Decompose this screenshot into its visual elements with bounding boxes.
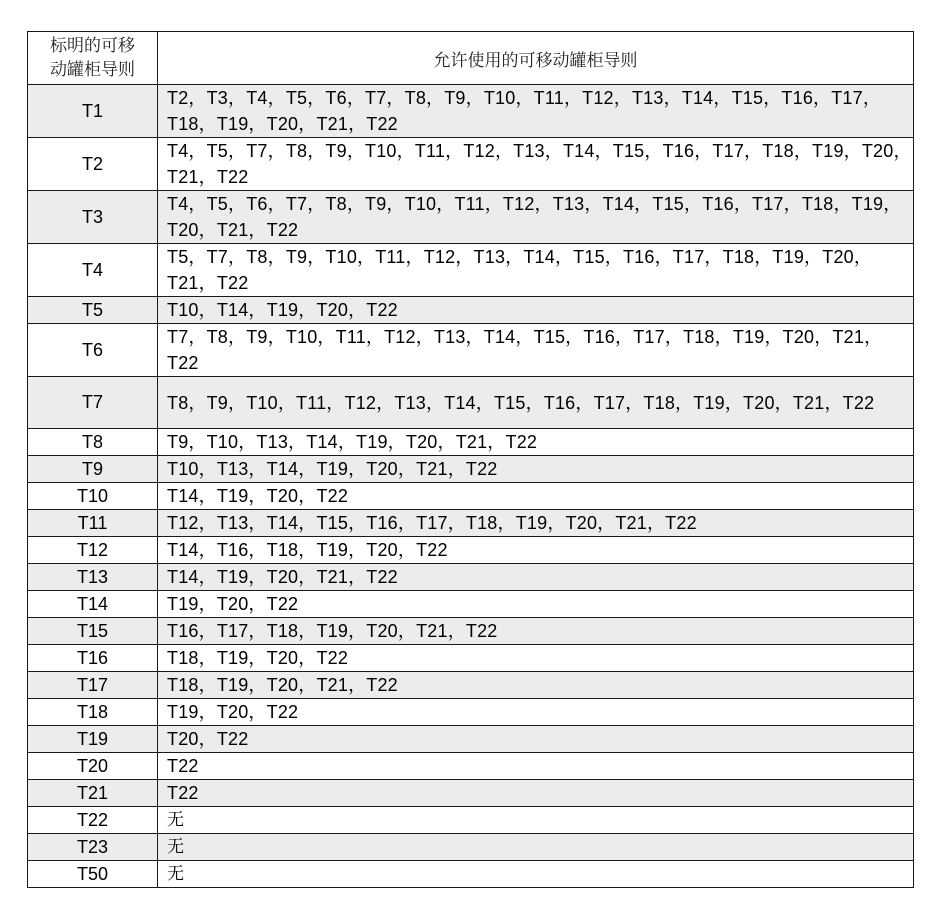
tank-code-cell: T19 [28, 726, 158, 753]
tank-code-cell: T4 [28, 244, 158, 297]
table-row [28, 591, 914, 618]
table-row [28, 429, 914, 456]
allowed-instructions-cell: T7，T8，T9，T10，T11，T12，T13，T14，T15，T16，T17，T18，T19，T20，T21，T22 [158, 324, 914, 377]
table-row [28, 85, 914, 138]
allowed-instructions-cell: T22 [158, 753, 914, 780]
allowed-instructions-cell: T10，T14，T19，T20，T22 [158, 297, 914, 324]
tank-code-cell: T12 [28, 537, 158, 564]
allowed-instructions-cell: T22 [158, 780, 914, 807]
tank-code-cell: T8 [28, 429, 158, 456]
tank-code-cell: T20 [28, 753, 158, 780]
tank-code-cell: T7 [28, 377, 158, 429]
table-row [28, 807, 914, 834]
table-row [28, 456, 914, 483]
table-row [28, 753, 914, 780]
allowed-instructions-cell: T18，T19，T20，T22 [158, 645, 914, 672]
allowed-instructions-cell: T10，T13，T14，T19，T20，T21，T22 [158, 456, 914, 483]
allowed-instructions-cell: T16，T17，T18，T19，T20，T21，T22 [158, 618, 914, 645]
allowed-instructions-cell: T18，T19，T20，T21，T22 [158, 672, 914, 699]
allowed-instructions-cell: 无 [158, 861, 914, 888]
allowed-instructions-cell: T9，T10，T13，T14，T19，T20，T21，T22 [158, 429, 914, 456]
header-left-line-2: 动罐柜导则 [50, 60, 135, 80]
tank-code-cell: T15 [28, 618, 158, 645]
tank-code-cell: T10 [28, 483, 158, 510]
table-row [28, 297, 914, 324]
table-row [28, 191, 914, 244]
header-permitted-instructions: 允许使用的可移动罐柜导则 [158, 32, 914, 85]
allowed-instructions-cell: T19，T20，T22 [158, 591, 914, 618]
allowed-instructions-cell: T12，T13，T14，T15，T16，T17，T18，T19，T20，T21，T22 [158, 510, 914, 537]
allowed-instructions-cell: T4，T5，T7，T8，T9，T10，T11，T12，T13，T14，T15，T16，T17，T18，T19，T20，T21，T22 [158, 138, 914, 191]
tank-code-cell: T23 [28, 834, 158, 861]
table-row [28, 510, 914, 537]
allowed-instructions-cell: T14，T19，T20，T21，T22 [158, 564, 914, 591]
table-row [28, 537, 914, 564]
header-left-line-1: 标明的可移 [50, 36, 135, 56]
table-row [28, 645, 914, 672]
allowed-instructions-cell: T4，T5，T6，T7，T8，T9，T10，T11，T12，T13，T14，T15，T16，T17，T18，T19，T20，T21，T22 [158, 191, 914, 244]
table-row [28, 780, 914, 807]
tank-code-cell: T21 [28, 780, 158, 807]
tank-code-cell: T13 [28, 564, 158, 591]
table-row [28, 726, 914, 753]
tank-code-cell: T3 [28, 191, 158, 244]
table-row [28, 618, 914, 645]
table-row [28, 861, 914, 888]
allowed-instructions-cell: T8，T9，T10，T11，T12，T13，T14，T15，T16，T17，T18，T19，T20，T21，T22 [158, 377, 914, 429]
table-row [28, 377, 914, 429]
tank-code-cell: T2 [28, 138, 158, 191]
tank-code-cell: T16 [28, 645, 158, 672]
tank-code-cell: T1 [28, 85, 158, 138]
allowed-instructions-cell: 无 [158, 807, 914, 834]
allowed-instructions-cell: T5，T7，T8，T9，T10，T11，T12，T13，T14，T15，T16，T17，T18，T19，T20，T21，T22 [158, 244, 914, 297]
tank-code-cell: T5 [28, 297, 158, 324]
allowed-instructions-cell: T19，T20，T22 [158, 699, 914, 726]
tank-code-cell: T6 [28, 324, 158, 377]
allowed-instructions-cell: T2，T3，T4，T5，T6，T7，T8，T9，T10，T11，T12，T13，T14，T15，T16，T17，T18，T19，T20，T21，T22 [158, 85, 914, 138]
allowed-instructions-cell: T20，T22 [158, 726, 914, 753]
table-row [28, 672, 914, 699]
portable-tank-instruction-table [27, 31, 914, 888]
header-specified-instruction [28, 32, 158, 85]
allowed-instructions-cell: 无 [158, 834, 914, 861]
tank-code-cell: T11 [28, 510, 158, 537]
table-row [28, 834, 914, 861]
tank-code-cell: T50 [28, 861, 158, 888]
table-row [28, 699, 914, 726]
tank-code-cell: T9 [28, 456, 158, 483]
tank-code-cell: T18 [28, 699, 158, 726]
table-row [28, 138, 914, 191]
tank-code-cell: T22 [28, 807, 158, 834]
table-row [28, 324, 914, 377]
allowed-instructions-cell: T14，T16，T18，T19，T20，T22 [158, 537, 914, 564]
table-row [28, 564, 914, 591]
tank-code-cell: T17 [28, 672, 158, 699]
table-header-row [28, 32, 914, 85]
table-row [28, 483, 914, 510]
table-row [28, 244, 914, 297]
tank-code-cell: T14 [28, 591, 158, 618]
allowed-instructions-cell: T14，T19，T20，T22 [158, 483, 914, 510]
